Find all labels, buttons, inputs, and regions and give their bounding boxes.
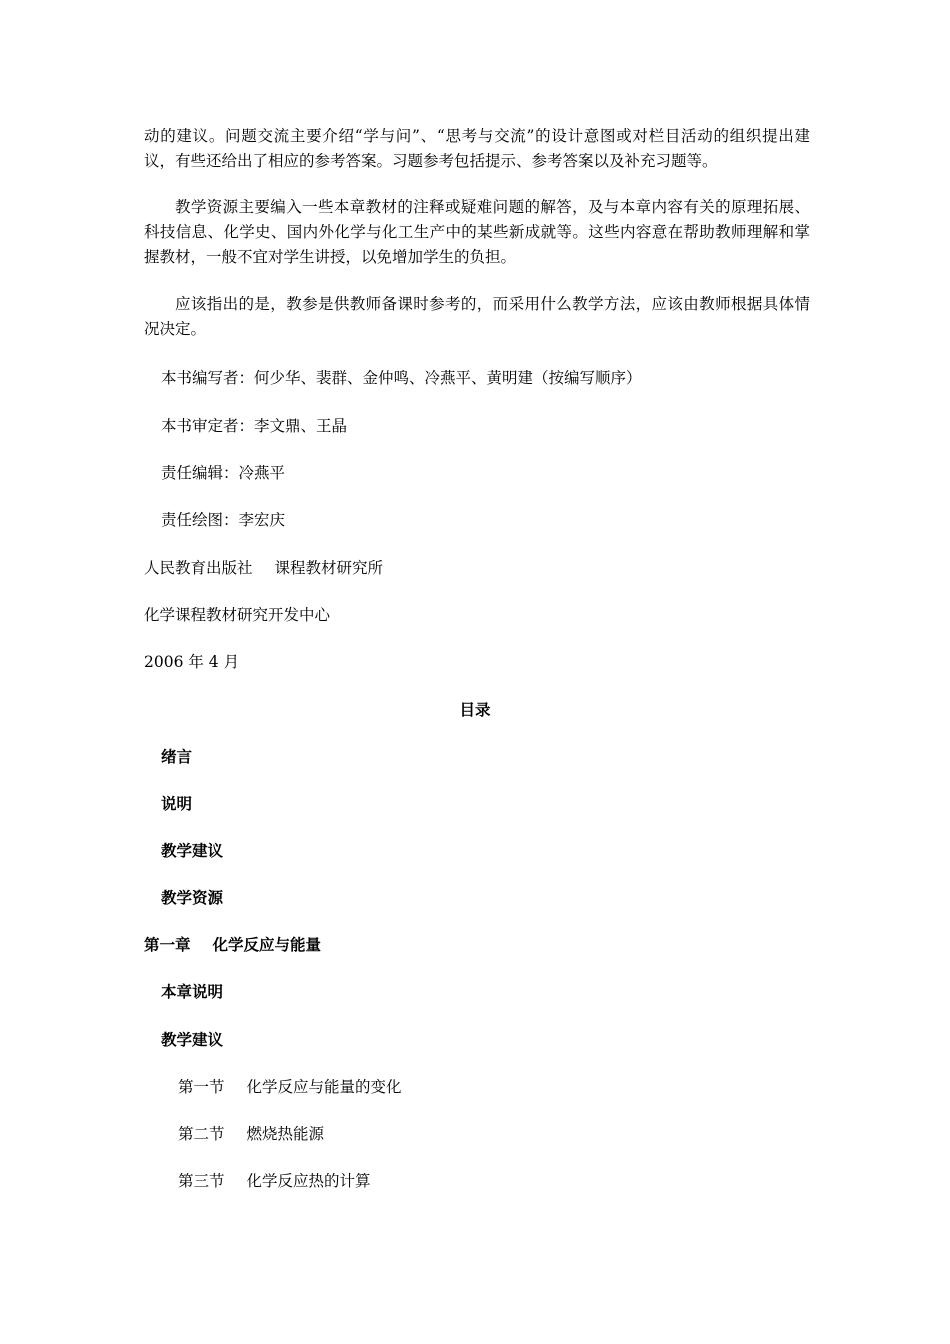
toc-item: 绪言 [161,747,193,766]
section-title: 燃烧热能源 [246,1125,325,1143]
chapter-number: 第一章 [144,935,191,954]
toc-section [178,1122,844,1146]
section-title: 化学反应与能量的变化 [246,1078,402,1096]
credit-editor: 责任编辑：冷燕平 [161,464,286,482]
toc-section [178,1075,844,1099]
section-number: 第二节 [178,1125,225,1143]
toc-chapter-sub: 教学建议 [161,1030,224,1049]
toc-chapter-1 [144,933,810,957]
toc-item: 说明 [161,794,193,813]
publish-date: 2006 年 4 月 [144,653,240,671]
publisher-center: 化学课程教材研究开发中心 [144,606,331,624]
chapter-title: 化学反应与能量 [212,935,322,954]
publisher-name: 人民教育出版社 [144,559,253,577]
publisher-institute: 课程教材研究所 [274,559,384,577]
publisher-line [144,556,810,580]
credit-reviewers: 本书审定者：李文鼎、王晶 [161,417,348,435]
toc-item: 教学建议 [161,841,224,860]
toc-section [178,1169,844,1193]
toc-item: 教学资源 [161,888,224,907]
intro-paragraph-1: 动的建议。问题交流主要介绍“学与问”、“思考与交流”的设计意图或对栏目活动的组织提出建议，有些还给出了相应的参考答案。习题参考包括提示、参考答案以及补充习题等。 [144,127,810,170]
credit-illustrator: 责任绘图：李宏庆 [161,511,286,529]
toc-chapter-sub: 本章说明 [161,982,224,1001]
section-number: 第一节 [178,1078,225,1096]
intro-paragraph-2: 教学资源主要编入一些本章教材的注释或疑难问题的解答，及与本章内容有关的原理拓展、科技信息、化学史、国内外化学与化工生产中的某些新成就等。这些内容意在帮助教师理解和掌握教材，一般不宜对学生讲授，以免增加学生的负担。 [144,198,810,266]
section-title: 化学反应热的计算 [246,1172,371,1190]
toc-title: 目录 [459,700,491,719]
section-number: 第三节 [178,1172,225,1190]
credit-authors: 本书编写者：何少华、裴群、金仲鸣、冷燕平、黄明建（按编写顺序） [161,369,642,387]
intro-paragraph-3: 应该指出的是，教参是供教师备课时参考的，而采用什么教学方法，应该由教师根据具体情况决定。 [144,295,810,338]
